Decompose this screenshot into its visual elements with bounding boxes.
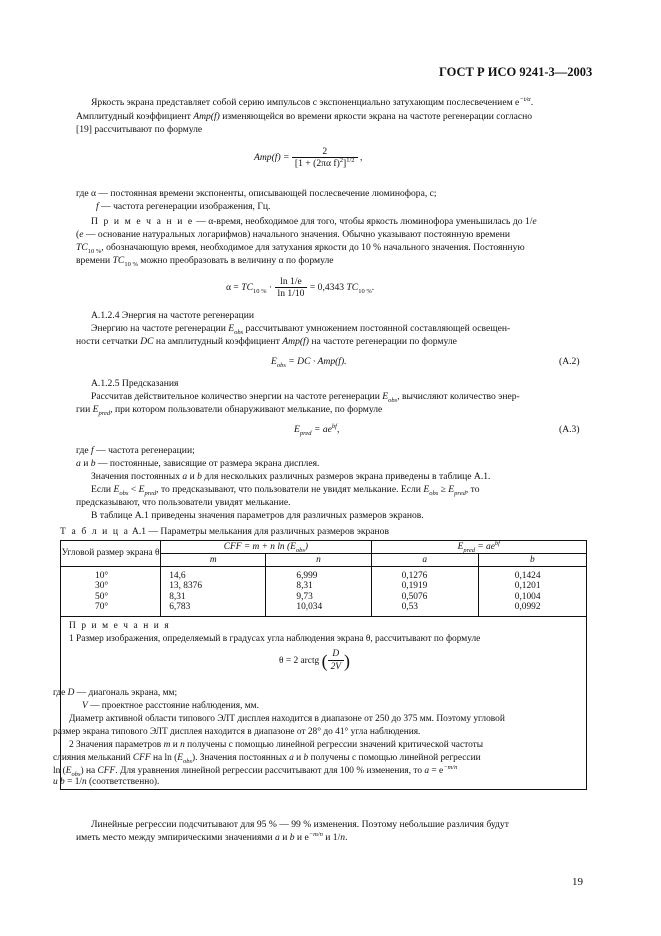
where-v: V — проектное расстояние наблюдения, мм. (82, 701, 259, 711)
note-1-line-1: П р и м е ч а н и е — α-время, необходимое для того, чтобы яркость люминофора уменьшилась до 1/e (91, 216, 537, 227)
section-a125-line-2: гии $E_{pred}$, при котором пользователи обнаруживают мелькание, по формуле (76, 404, 383, 417)
table-row: 30° 13, 8376 8,31 0,1919 0,1201 (61, 581, 587, 592)
table-ref: В таблице А.1 приведены значения параметров для различных размеров экранов. (91, 510, 424, 521)
note-1-line-4: времени $TC_{10 \%}$ можно преобразовать в величину α по формуле (76, 255, 334, 268)
note-1-text: 1 Размер изображения, определяемый в градусах угла наблюдения экрана θ, рассчитывают по формуле (69, 634, 481, 644)
table-row: 10° 14,6 6,999 0,1276 0,1424 (61, 571, 587, 582)
formula-amp-fraction: $\frac{2}{[1 + (2\pi\alpha f)^2]^{1/2}}$ (292, 146, 358, 170)
formula-a3: $E_{pred} = ae^{bf}$, (294, 422, 340, 437)
formula-a3-number: (А.3) (559, 424, 580, 435)
table-row: 50° 8,31 9,73 0,5076 0,1004 (61, 592, 587, 603)
group-header-epred: $E_{pred} = ae^{bf}$ (371, 541, 586, 554)
note-2-line-2: слияния мельканий CFF на $\ln (E_{obs})$. Значения постоянных a и b получены с помощью линейной регрессии (53, 753, 481, 765)
table-caption: Т а б л и ц а А.1 — Параметры мелькания для различных размеров экранов (60, 526, 389, 537)
group-header-cff: CFF = m + n $\ln (E_{obs})$ (161, 541, 371, 554)
formula-a2-number: (А.2) (559, 356, 580, 367)
table-row: 70° 6,783 10,034 0,53 0,0992 (61, 602, 587, 613)
where-f-2: где f — частота регенерации; (76, 445, 195, 456)
formula-alpha: $\alpha = TC_{10 \%}$ · $\frac{\ln 1/e}{\ln 1/10}$ = 0,4343 $TC_{10 \%}$. (226, 276, 375, 299)
note-1-line-2: (e — основание натуральных логарифмов) начального значения. Обычно указывают постоянную времени (76, 229, 511, 240)
section-a125-title: А.1.2.5 Предсказания (91, 378, 179, 389)
note-1-line-3: $TC_{10 \%}$, обозначающую время, необходимое для затухания яркости до 10 % начального значения. Постоянную (76, 242, 525, 255)
col-header-b: b (478, 554, 586, 567)
final-line-2: иметь место между эмпирическими значениями a и b и $e^{-m/n}$ и 1/n. (76, 830, 348, 843)
where-alpha: где α — постоянная времени экспоненты, описывающей послесвечение люминофора, с; (76, 188, 437, 199)
col-header-a: a (371, 554, 478, 567)
final-line-1: Линейные регрессии подсчитывают для 95 % — 99 % изменения. Поэтому небольшие различия будут (91, 819, 509, 830)
formula-a2: $E_{obs}$ = DC · Amp(f). (271, 356, 347, 369)
section-a124-line-1: Энергию на частоте регенерации $E_{obs}$ рассчитывают умножением постоянной составляющей освещен- (91, 323, 511, 336)
col-header-n: n (266, 554, 371, 567)
diameter-line-1: Диаметр активной области типового ЭЛТ дисплея находится в диапазоне от 250 до 375 мм. Поэтому угловой (69, 714, 505, 724)
constants-ref: Значения постоянных a и b для нескольких различных размеров экрана приведены в таблице А.1. (91, 471, 491, 482)
formula-alpha-fraction: $\frac{\ln 1/e}{\ln 1/10}$ (275, 276, 308, 300)
section-a124-line-2: ности сетчатки DC на амплитудный коэффициент Amp(f) на частоте регенерации по формуле (76, 336, 457, 347)
section-a125-line-1: Рассчитав действительное количество энергии на частоте регенерации $E_{obs}$, вычисляют количество энер- (91, 391, 520, 404)
col-header-angle: Угловой размер экрана θ (61, 541, 161, 567)
note-2-line-1: 2 Значения параметров m и n получены с помощью линейной регрессии значений критической частоты (69, 740, 484, 750)
formula-theta: θ = 2 arctg ( $\frac{D}{2V}$ ) (279, 649, 350, 672)
note-2-line-4: и b = 1/n (соответственно). (53, 777, 160, 787)
comparison-line-1: Если $E_{obs} < E_{pred}$, то предсказывают, что пользователи не увидят мелькание. Если $E_{obs} \ge E_{pred}$, то (91, 484, 480, 497)
section-a124-title: А.1.2.4 Энергия на частоте регенерации (91, 310, 255, 321)
where-a-b: a и b — постоянные, зависящие от размера экрана дисплея. (76, 458, 320, 469)
intro-line-2: Амплитудный коэффициент Amp(f) изменяющейся во времени яркости экрана на частоте регенерации согласно (76, 111, 533, 122)
where-f: f — частота регенерации изображения, Гц. (96, 201, 271, 212)
formula-amp: Amp(f) = $\frac{2}{[1 + (2\pi\alpha f)^2]^{1/2}}$ , (254, 146, 363, 169)
standard-header: ГОСТ Р ИСО 9241-3—2003 (439, 65, 593, 79)
note-2-line-3: $\ln (E_{obs})$ на CFF. Для уравнения линейной регрессии рассчитывают для 100 % изменения, то $a = e^{-m/n}$ (53, 763, 458, 778)
col-header-m: m (161, 554, 266, 567)
notes-label: П р и м е ч а н и я (69, 621, 171, 631)
table-notes-cell (53, 617, 587, 790)
intro-line-3: [19] рассчитывают по формуле (76, 124, 203, 135)
where-d: где D — диагональ экрана, мм; (53, 688, 178, 698)
diameter-line-2: размер экрана типового ЭЛТ дисплея находится в диапазоне от 28° до 41° угла наблюдения. (53, 727, 421, 737)
flicker-parameters-table (53, 539, 587, 790)
page-number: 19 (572, 876, 583, 888)
comparison-line-2: предсказывают, что пользователи увидят мелькание. (76, 497, 291, 508)
intro-line-1: Яркость экрана представляет собой серию импульсов с экспоненциально затухающим послесвечением $e^{-t/\alpha}$. (91, 95, 534, 108)
